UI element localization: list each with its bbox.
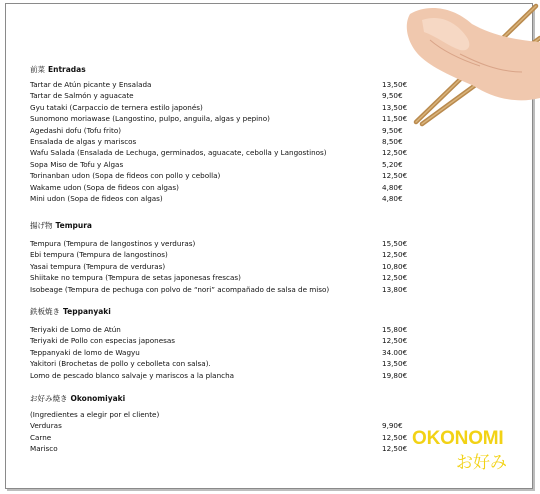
- item-price: 12,50€: [382, 273, 408, 283]
- item-name: Marisco: [30, 444, 58, 454]
- item-price: 5,20€: [382, 159, 403, 169]
- section-entradas: [30, 64, 410, 204]
- section-okonomiyaki: [30, 393, 410, 455]
- section-title-text: Tempura: [55, 221, 92, 230]
- menu-item: [30, 358, 410, 369]
- item-name: Teriyaki de Pollo con especias japonesas: [30, 336, 176, 346]
- item-name: Yakitori (Brochetas de pollo y cebolleta con salsa).: [30, 359, 211, 369]
- section-title-japanese: お好み焼き: [30, 394, 68, 403]
- okonomi-logo: [412, 428, 524, 473]
- item-price: 13,50€: [382, 102, 408, 112]
- section-tempura: [30, 220, 410, 295]
- item-name: Wafu Salada (Ensalada de Lechuga, germinados, aguacate, cebolla y Langostinos): [30, 148, 327, 158]
- menu-item: [30, 370, 410, 381]
- item-name: Yasai tempura (Tempura de verduras): [30, 261, 166, 271]
- menu-item: [30, 125, 410, 136]
- menu-item: [30, 159, 410, 170]
- menu-item: [30, 347, 410, 358]
- item-name: Mini udon (Sopa de fideos con algas): [30, 193, 163, 203]
- item-name: Tempura (Tempura de langostinos y verduras): [30, 239, 196, 248]
- menu-item: [30, 170, 410, 181]
- item-price: 9,50€: [382, 125, 403, 135]
- item-name: Sopa Miso de Tofu y Algas: [30, 159, 124, 169]
- section-title: [30, 64, 410, 76]
- item-name: Shiitake no tempura (Tempura de setas japonesas frescas): [30, 273, 241, 283]
- item-name: Teriyaki de Lomo de Atún: [30, 325, 121, 334]
- item-price: 12,50€: [382, 336, 408, 346]
- item-price: 9,90€: [382, 421, 403, 431]
- menu-item: [30, 324, 410, 335]
- item-name: Wakame udon (Sopa de fideos con algas): [30, 182, 179, 192]
- item-price: 13,50€: [382, 80, 408, 89]
- menu-item: [30, 335, 410, 346]
- item-price: 13,80€: [382, 284, 408, 294]
- menu-item: [30, 261, 410, 272]
- item-price: 19,80€: [382, 370, 408, 380]
- item-price: 12,50€: [382, 432, 408, 442]
- item-price: 10,80€: [382, 261, 408, 271]
- item-price: 9,50€: [382, 91, 403, 101]
- item-name: Tartar de Atún picante y Ensalada: [30, 80, 152, 89]
- item-name: Verduras: [30, 421, 62, 431]
- item-price: 8,50€: [382, 136, 403, 146]
- menu-item: [30, 136, 410, 147]
- item-name: Ensalada de algas y mariscos: [30, 136, 137, 146]
- section-title-text: Okonomiyaki: [70, 394, 126, 403]
- menu-item: [30, 272, 410, 283]
- item-price: 12,50€: [382, 171, 408, 181]
- section-title-text: Entradas: [48, 65, 86, 74]
- menu-item: [30, 90, 410, 101]
- section-title-text: Teppanyaki: [63, 307, 111, 316]
- logo-latin-text: OKONOMI: [412, 428, 504, 449]
- menu-item: [30, 147, 410, 158]
- item-price: 15,50€: [382, 239, 408, 248]
- item-price: 4,80€: [382, 182, 403, 192]
- item-name: Lomo de pescado blanco salvaje y mariscos a la plancha: [30, 370, 235, 380]
- menu-item: [30, 249, 410, 260]
- logo-kana-text: お好み: [456, 453, 507, 473]
- item-price: 34.00€: [382, 347, 408, 357]
- item-name: Ebi tempura (Tempura de langostinos): [30, 250, 168, 260]
- item-price: 12,50€: [382, 250, 408, 260]
- item-name: Gyu tataki (Carpaccio de ternera estilo japonés): [30, 102, 203, 112]
- menu-item: [30, 79, 410, 90]
- section-title-japanese: 揚げ物: [30, 221, 53, 230]
- item-price: 15,80€: [382, 325, 408, 334]
- menu-item: [30, 432, 410, 443]
- section-title-japanese: 前菜: [30, 65, 45, 74]
- item-name: Torinanban udon (Sopa de fideos con pollo y cebolla): [30, 171, 221, 181]
- section-title: [30, 306, 410, 318]
- menu-item: [30, 113, 410, 124]
- section-title: [30, 393, 410, 405]
- item-name: Tartar de Salmón y aguacate: [30, 91, 134, 101]
- menu-item: [30, 420, 410, 431]
- item-name: Sunomono moriawase (Langostino, pulpo, anguila, algas y pepino): [30, 114, 270, 124]
- menu-item: [30, 102, 410, 113]
- section-note: (Ingredientes a elegir por el cliente): [30, 410, 160, 419]
- item-name: Carne: [30, 432, 52, 442]
- item-price: 4,80€: [382, 193, 403, 203]
- menu-item: [30, 284, 410, 295]
- item-name: Isobeage (Tempura de pechuga con polvo de “nori” acompañado de salsa de miso): [30, 284, 330, 294]
- menu-item: [30, 193, 410, 204]
- section-teppanyaki: [30, 306, 410, 381]
- menu-item: [30, 182, 410, 193]
- menu-item: [30, 238, 410, 249]
- item-price: 12,50€: [382, 444, 408, 454]
- menu-item: [30, 443, 410, 454]
- item-name: Agedashi dofu (Tofu frito): [30, 125, 122, 135]
- item-price: 11,50€: [382, 114, 408, 124]
- section-title-japanese: 鉄板焼き: [30, 307, 60, 316]
- item-price: 13,50€: [382, 359, 408, 369]
- item-price: 12,50€: [382, 148, 408, 158]
- section-title: [30, 220, 410, 232]
- item-name: Teppanyaki de lomo de Wagyu: [30, 347, 140, 357]
